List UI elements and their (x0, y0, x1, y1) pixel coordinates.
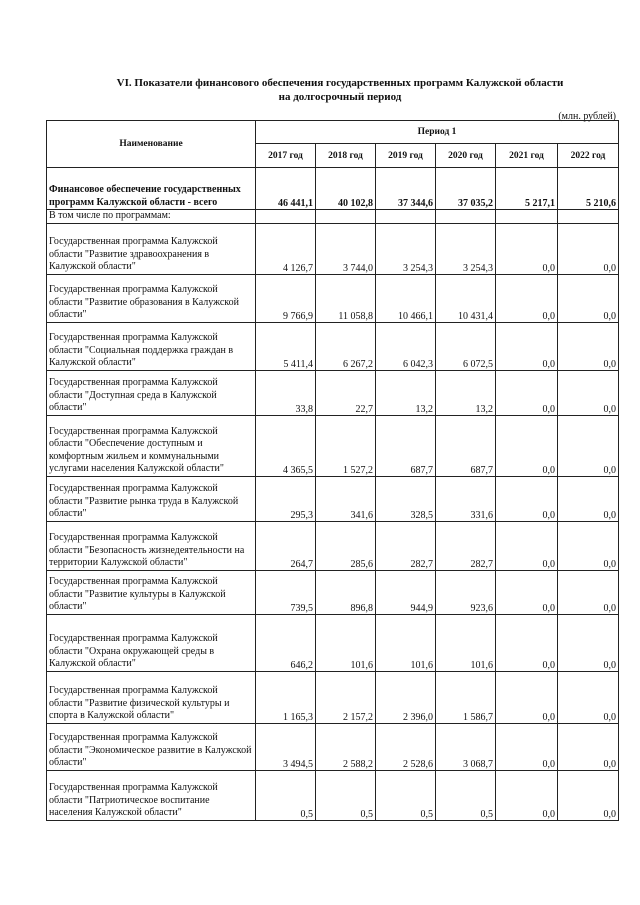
title-line-1: VI. Показатели финансового обеспечения государственных программ Калужской области (116, 77, 564, 89)
program-value: 923,6 (436, 570, 496, 614)
program-name: Государственная программа Калужской области "Развитие культуры в Калужской области" (47, 570, 256, 614)
total-value: 40 102,8 (316, 168, 376, 210)
program-value: 0,0 (496, 671, 558, 723)
program-name: Государственная программа Калужской области "Развитие образования в Калужской области" (47, 274, 256, 322)
program-value: 0,0 (496, 322, 558, 370)
program-value: 2 528,6 (376, 723, 436, 770)
program-value: 2 396,0 (376, 671, 436, 723)
table-row (47, 614, 619, 671)
program-value: 13,2 (436, 370, 496, 415)
program-value: 0,0 (496, 476, 558, 521)
program-value: 0,0 (558, 415, 619, 476)
table-body (47, 168, 619, 821)
program-value: 10 431,4 (436, 274, 496, 322)
financing-table (46, 120, 619, 821)
program-value: 0,0 (496, 770, 558, 820)
program-value: 295,3 (256, 476, 316, 521)
program-name: Государственная программа Калужской области "Развитие рынка труда в Калужской области" (47, 476, 256, 521)
program-value: 4 365,5 (256, 415, 316, 476)
program-name: Государственная программа Калужской области "Развитие физической культуры и спорта в Калужской области" (47, 671, 256, 723)
header-year: 2020 год (436, 144, 496, 168)
program-value: 0,0 (558, 521, 619, 570)
table-row (47, 274, 619, 322)
total-value: 37 344,6 (376, 168, 436, 210)
table-row (47, 476, 619, 521)
total-value: 5 217,1 (496, 168, 558, 210)
table-row (47, 671, 619, 723)
program-value: 6 072,5 (436, 322, 496, 370)
program-value: 0,0 (558, 476, 619, 521)
header-name: Наименование (47, 121, 256, 168)
program-value: 0,0 (496, 370, 558, 415)
program-name: Государственная программа Калужской области "Патриотическое воспитание населения Калужской области" (47, 770, 256, 820)
program-value: 0,0 (558, 274, 619, 322)
table-row (47, 521, 619, 570)
program-value: 0,0 (558, 223, 619, 274)
header-period: Период 1 (256, 121, 619, 144)
program-value: 0,0 (558, 671, 619, 723)
program-value: 0,0 (558, 723, 619, 770)
program-value: 0,0 (558, 322, 619, 370)
program-value: 0,5 (316, 770, 376, 820)
program-value: 282,7 (376, 521, 436, 570)
table-row (47, 770, 619, 820)
program-value: 0,0 (496, 415, 558, 476)
total-value: 46 441,1 (256, 168, 316, 210)
program-name: Государственная программа Калужской области "Охрана окружающей среды в Калужской области" (47, 614, 256, 671)
program-value: 687,7 (436, 415, 496, 476)
program-value: 6 267,2 (316, 322, 376, 370)
table-row (47, 322, 619, 370)
program-value: 0,0 (558, 614, 619, 671)
program-value: 22,7 (316, 370, 376, 415)
unit-label: (млн. рублей) (558, 111, 616, 122)
header-year: 2018 год (316, 144, 376, 168)
program-value: 3 254,3 (436, 223, 496, 274)
program-value: 0,0 (558, 770, 619, 820)
table-row (47, 723, 619, 770)
program-value: 328,5 (376, 476, 436, 521)
program-value: 3 068,7 (436, 723, 496, 770)
program-value: 2 588,2 (316, 723, 376, 770)
program-value: 101,6 (436, 614, 496, 671)
program-name: Государственная программа Калужской области "Социальная поддержка граждан в Калужской области" (47, 322, 256, 370)
program-value: 9 766,9 (256, 274, 316, 322)
table-row (47, 370, 619, 415)
table-row (47, 223, 619, 274)
program-value: 1 586,7 (436, 671, 496, 723)
program-value: 341,6 (316, 476, 376, 521)
program-value: 0,5 (376, 770, 436, 820)
title-line-2: на долгосрочный период (278, 91, 402, 103)
program-value: 687,7 (376, 415, 436, 476)
program-name: Государственная программа Калужской области "Обеспечение доступным и комфортным жильем и коммунальными услугами населения Калужской области" (47, 415, 256, 476)
program-value: 1 527,2 (316, 415, 376, 476)
program-value: 11 058,8 (316, 274, 376, 322)
program-value: 264,7 (256, 521, 316, 570)
page-title (60, 76, 620, 104)
program-value: 0,0 (496, 274, 558, 322)
program-value: 739,5 (256, 570, 316, 614)
program-value: 896,8 (316, 570, 376, 614)
program-value: 0,0 (496, 614, 558, 671)
program-value: 646,2 (256, 614, 316, 671)
program-value: 10 466,1 (376, 274, 436, 322)
program-value: 0,5 (256, 770, 316, 820)
program-value: 6 042,3 (376, 322, 436, 370)
program-name: Государственная программа Калужской области "Экономическое развитие в Калужской области" (47, 723, 256, 770)
program-value: 944,9 (376, 570, 436, 614)
program-value: 3 744,0 (316, 223, 376, 274)
program-value: 13,2 (376, 370, 436, 415)
program-value: 1 165,3 (256, 671, 316, 723)
program-value: 5 411,4 (256, 322, 316, 370)
program-name: Государственная программа Калужской области "Развитие здравоохранения в Калужской области" (47, 223, 256, 274)
total-row (47, 168, 619, 210)
table-row (47, 570, 619, 614)
header-year: 2017 год (256, 144, 316, 168)
program-value: 2 157,2 (316, 671, 376, 723)
program-name: Государственная программа Калужской области "Безопасность жизнедеятельности на территории Калужской области" (47, 521, 256, 570)
program-value: 331,6 (436, 476, 496, 521)
program-value: 0,0 (496, 723, 558, 770)
total-name: Финансовое обеспечение государственных программ Калужской области - всего (47, 168, 256, 210)
program-value: 4 126,7 (256, 223, 316, 274)
total-value: 5 210,6 (558, 168, 619, 210)
header-year: 2019 год (376, 144, 436, 168)
program-value: 0,0 (558, 370, 619, 415)
program-value: 33,8 (256, 370, 316, 415)
program-name: Государственная программа Калужской области "Доступная среда в Калужской области" (47, 370, 256, 415)
program-value: 0,5 (436, 770, 496, 820)
total-value: 37 035,2 (436, 168, 496, 210)
program-value: 282,7 (436, 521, 496, 570)
program-value: 101,6 (316, 614, 376, 671)
program-value: 0,0 (558, 570, 619, 614)
table-row (47, 415, 619, 476)
subheader-row (47, 210, 619, 224)
header-year: 2022 год (558, 144, 619, 168)
subheader-label: В том числе по программам: (47, 210, 256, 224)
program-value: 0,0 (496, 223, 558, 274)
program-value: 0,0 (496, 521, 558, 570)
program-value: 0,0 (496, 570, 558, 614)
program-value: 3 494,5 (256, 723, 316, 770)
program-value: 3 254,3 (376, 223, 436, 274)
program-value: 285,6 (316, 521, 376, 570)
program-value: 101,6 (376, 614, 436, 671)
header-year: 2021 год (496, 144, 558, 168)
